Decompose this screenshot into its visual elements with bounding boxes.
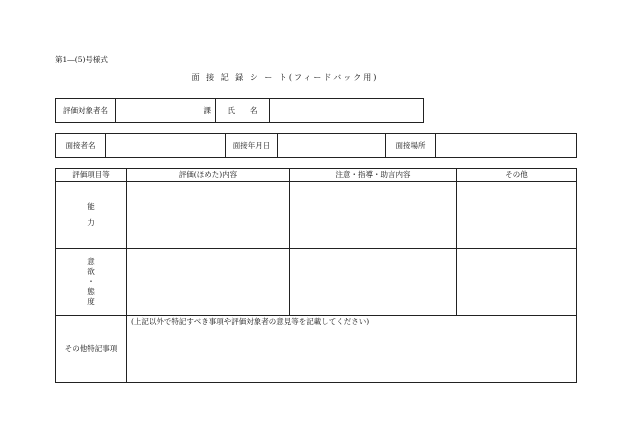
interview-place-label: 面接場所 bbox=[386, 134, 436, 158]
form-number: 第1―(5)号様式 bbox=[55, 55, 108, 64]
interview-date-field[interactable] bbox=[278, 134, 386, 158]
header-guidance-content: 注意・指導・助言内容 bbox=[290, 169, 457, 182]
motivation-attitude-label: 意 欲 ・ 態 度 bbox=[56, 249, 127, 316]
interview-date-label: 面接年月日 bbox=[226, 134, 278, 158]
interview-place-field[interactable] bbox=[436, 134, 577, 158]
evaluatee-name-label: 評価対象者名 bbox=[56, 99, 116, 123]
form-title: 面 接 記 録 シ ー ト(フィードバック用) bbox=[191, 73, 379, 82]
section-field[interactable] bbox=[116, 99, 216, 123]
evaluation-table bbox=[55, 168, 577, 383]
header-praise-content: 評価(ほめた)内容 bbox=[127, 169, 290, 182]
other-remarks-note: (上記以外で特記すべき事項や評価対象者の意見等を記載してください) bbox=[131, 317, 370, 326]
header-other: その他 bbox=[457, 169, 577, 182]
ability-guidance-cell[interactable] bbox=[290, 182, 457, 249]
name-field[interactable] bbox=[270, 99, 424, 123]
section-label: 課 bbox=[203, 105, 211, 115]
header-evaluation-item: 評価項目等 bbox=[56, 169, 127, 182]
evaluatee-table bbox=[55, 98, 424, 123]
interviewer-field[interactable] bbox=[106, 134, 226, 158]
interviewer-label: 面接者名 bbox=[56, 134, 106, 158]
ability-praise-cell[interactable] bbox=[127, 182, 290, 249]
interview-info-table bbox=[55, 133, 577, 158]
motivation-guidance-cell[interactable] bbox=[290, 249, 457, 316]
motivation-other-cell[interactable] bbox=[457, 249, 577, 316]
ability-label: 能 力 bbox=[56, 182, 127, 249]
name-label: 氏 名 bbox=[216, 99, 270, 123]
ability-other-cell[interactable] bbox=[457, 182, 577, 249]
motivation-praise-cell[interactable] bbox=[127, 249, 290, 316]
other-remarks-label: その他特記事項 bbox=[56, 316, 127, 383]
other-remarks-field[interactable] bbox=[127, 316, 577, 383]
